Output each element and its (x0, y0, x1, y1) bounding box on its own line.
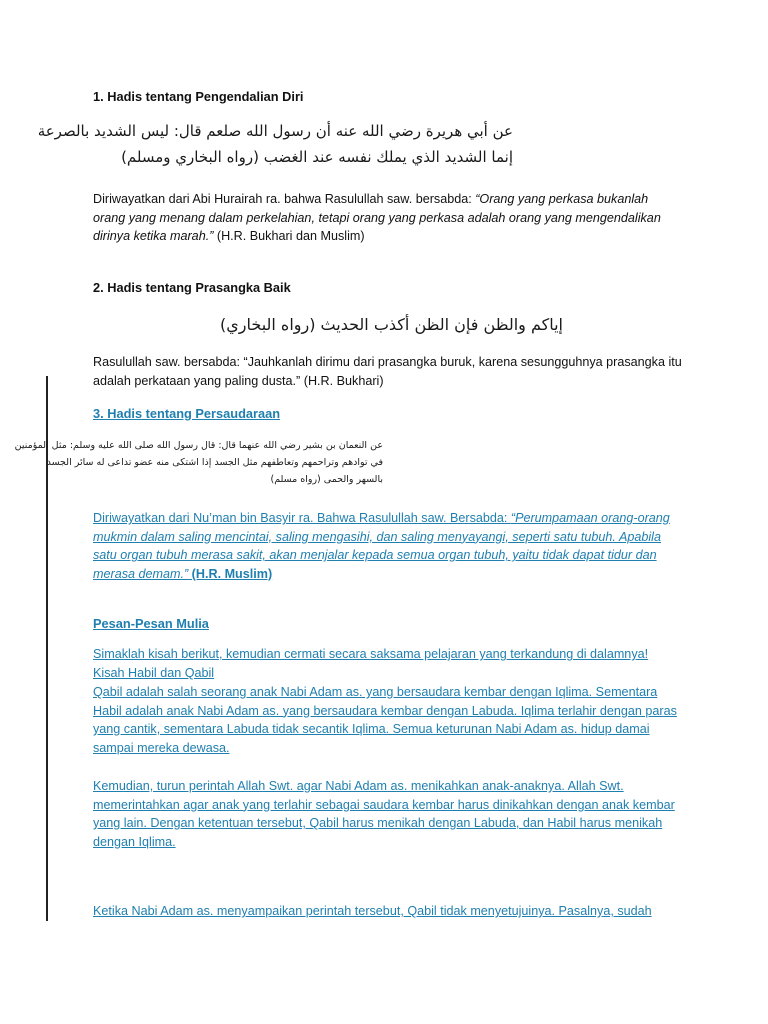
section3-heading[interactable]: 3. Hadis tentang Persaudaraan (93, 406, 281, 421)
section1-arabic (37, 118, 513, 170)
section3-citation: (H.R. Muslim) (188, 566, 273, 581)
section1-quote: “Orang yang perkasa bukanlah orang yang menang dalam perkelahian, tetapi orang yang perkasa adalah orang yang mengendalikan dirinya ketika marah.” (93, 192, 661, 243)
section1-paragraph (93, 190, 683, 246)
story-paragraph-3[interactable]: Ketika Nabi Adam as. menyampaikan perintah tersebut, Qabil tidak menyetujuinya. Pasalnya, sudah (93, 904, 652, 918)
section3-arabic (14, 437, 383, 488)
arabic-line: إنما الشديد الذي يملك نفسه عند الغضب (رواه البخاري ومسلم) (121, 148, 513, 166)
section2-arabic (93, 312, 563, 338)
arabic-line: في توادهم وتراحمهم وتعاطفهم مثل الجسد إذا اشتكى منه عضو تداعى له سائر الجسد (46, 457, 383, 468)
section2-paragraph: Rasulullah saw. bersabda: “Jauhkanlah dirimu dari prasangka buruk, karena sesungguhnya prasangka itu adalah perkataan yang paling dusta.” (H.R. Bukhari) (93, 355, 682, 388)
section3-text: Diriwayatkan dari Nu’man bin Basyir ra. Bahwa Rasulullah saw. Bersabda: (93, 511, 511, 525)
section3-paragraph[interactable] (93, 509, 683, 583)
story-paragraph-1[interactable]: Qabil adalah salah seorang anak Nabi Adam as. yang bersaudara kembar dengan Iqlima. Sementara Habil adalah anak Nabi Adam as. yang bersaudara kembar dengan Labuda. Iqlima terlahir dengan paras yang cantik, sementara Labuda tidak secantik Iqlima. Semua keturunan Nabi Adam as. hidup damai sampai mereka dewasa. (93, 685, 677, 755)
section1-text: Diriwayatkan dari Abi Hurairah ra. bahwa Rasulullah saw. bersabda: (93, 192, 476, 206)
pesan-intro[interactable]: Simaklah kisah berikut, kemudian cermati secara saksama pelajaran yang terkandung di dalamnya! (93, 647, 649, 661)
story-title[interactable]: Kisah Habil dan Qabil (93, 666, 215, 680)
section1-citation: (H.R. Bukhari dan Muslim) (213, 229, 365, 243)
story-paragraph-2[interactable]: Kemudian, turun perintah Allah Swt. agar Nabi Adam as. menikahkan anak-anaknya. Allah Swt. memerintahkan agar anak yang terlahir sebagai saudara kembar harus dinikahkan dengan anak kembar yang lain. Dengan ketentuan tersebut, Qabil harus menikah dengan Labuda, dan Habil harus menikah dengan Iqlima. (93, 779, 675, 849)
section2-heading: 2. Hadis tentang Prasangka Baik (93, 280, 291, 295)
section1-heading: 1. Hadis tentang Pengendalian Diri (93, 89, 304, 104)
section3-quote: “Perumpamaan orang-orang mukmin dalam saling mencintai, saling mengasihi, dan saling menyayangi, seperti satu tubuh. Apabila satu organ tubuh merasa sakit, akan menjalar kepada semua organ tubuh, yaitu tidak dapat tidur dan merasa demam.” (93, 511, 670, 581)
pesan-heading[interactable]: Pesan-Pesan Mulia (93, 616, 209, 631)
arabic-line: بالسهر والحمى (رواه مسلم) (270, 474, 383, 485)
arabic-line: إياكم والظن فإن الظن أكذب الحديث (رواه البخاري) (220, 315, 563, 334)
arabic-line: عن أبي هريرة رضي الله عنه أن رسول الله صلعم قال: ليس الشديد بالصرعة (37, 122, 513, 140)
arabic-line: عن النعمان بن بشير رضي الله عنهما قال: قال رسول الله صلى الله عليه وسلم: مثل المؤمنين (14, 440, 383, 451)
